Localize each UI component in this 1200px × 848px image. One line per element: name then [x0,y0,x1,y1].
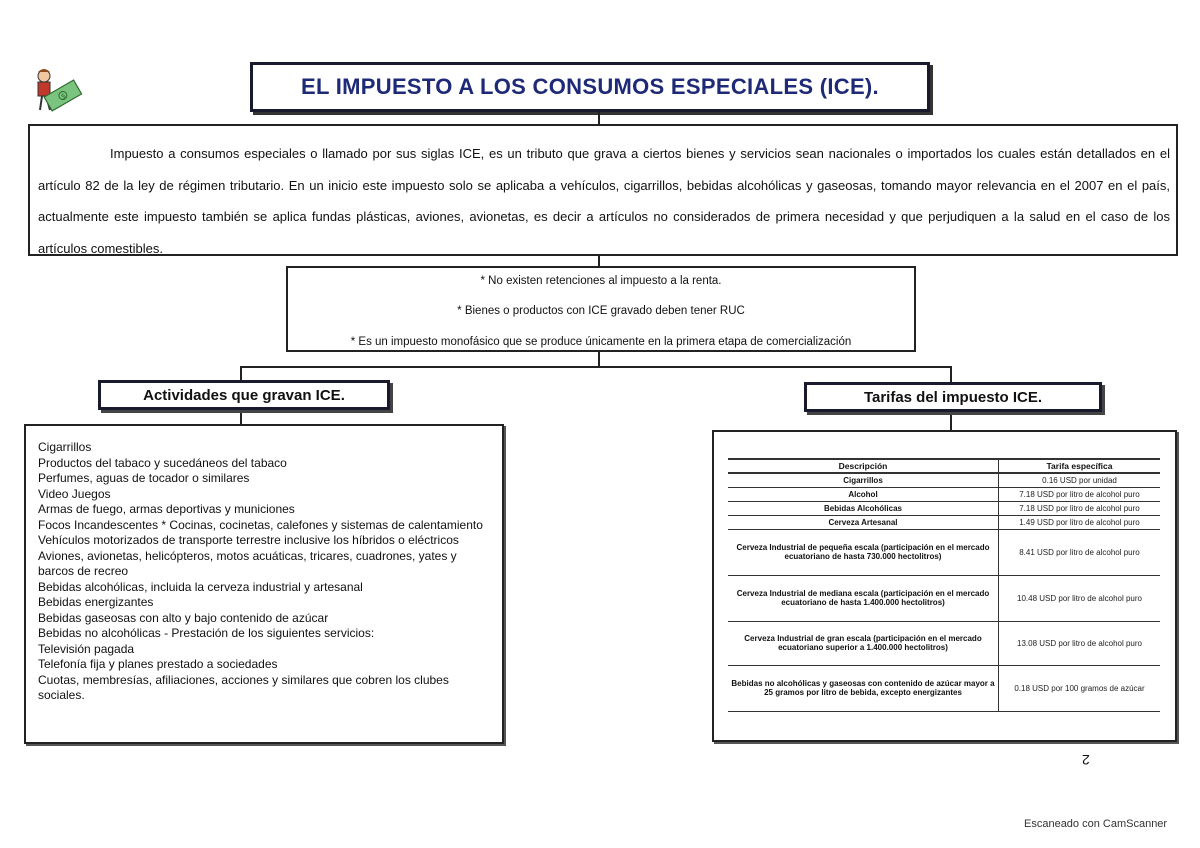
list-item: Cuotas, membresías, afiliaciones, acciones y similares que cobren los clubes sociales. [38,672,449,702]
rates-heading-box [804,382,1102,412]
intro-box [28,124,1178,256]
table-header-row [728,459,1160,473]
list-item: Perfumes, aguas de tocador o similares [38,471,250,485]
row-rate: 0.16 USD por unidad [999,473,1161,487]
table-row [728,487,1160,501]
title-box [250,62,930,112]
scanner-footer: Escaneado con CamScanner [1024,818,1168,830]
row-description: Cigarrillos [728,473,999,487]
row-rate: 13.08 USD por litro de alcohol puro [999,621,1161,665]
connector-line [240,366,242,380]
connector-line [598,112,600,124]
list-item: Bebidas no alcohólicas - Prestación de los siguientes servicios: [38,626,375,640]
row-description: Bebidas Alcohólicas [728,501,999,515]
row-rate: 7.18 USD por litro de alcohol puro [999,501,1161,515]
row-description: Cerveza Industrial de mediana escala (participación en el mercado ecuatoriano de hasta 1.400.000 hectolitros) [728,575,999,621]
table-row [728,621,1160,665]
rates-table [728,458,1160,712]
list-item: Cigarrillos [38,440,92,454]
svg-text:$: $ [59,91,68,101]
list-item: Vehículos motorizados de transporte terrestre inclusive los híbridos o eléctricos [38,533,459,547]
list-item: Armas de fuego, armas deportivas y municiones [38,502,295,516]
activities-heading-box [98,380,390,410]
intro-text: Impuesto a consumos especiales o llamado por sus siglas ICE, es un tributo que grava a ciertos bienes y servicios sean nacionales o importados los cuales están detallados en el artículo 82 de la ley de régimen tributario. En un inicio este impuesto solo se aplicaba a vehículos, cigarrillos, bebidas alcohólicas y gaseosas, tomando mayor relevancia en el 2007 en el país, actualmente este impuesto también se aplica fundas plásticas, aviones, avionetas, es decir a artículos no considerados de primera necesidad y que perjudiquen a la salud en el caso de los artículos comestibles. [38,146,1170,256]
list-item: Bebidas energizantes [38,595,154,609]
row-rate: 0.18 USD por 100 gramos de azúcar [999,665,1161,711]
column-header-description: Descripción [728,459,999,473]
list-item: Televisión pagada [38,641,135,656]
notes-box [286,266,916,352]
row-description: Cerveza Industrial de gran escala (participación en el mercado ecuatoriano superior a 1.400.000 hectolitros) [728,621,999,665]
note-item: * Bienes o productos con ICE gravado deben tener RUC [457,305,745,317]
row-description: Cerveza Industrial de pequeña escala (participación en el mercado ecuatoriano de hasta 730.000 hectolitros) [728,529,999,575]
activities-list [24,424,504,744]
connector-line [950,366,952,382]
connector-line [950,412,952,430]
connector-line [598,352,600,366]
table-row [728,665,1160,711]
page-title: EL IMPUESTO A LOS CONSUMOS ESPECIALES (ICE). [301,74,879,99]
list-item: Productos del tabaco y sucedáneos del tabaco [38,455,287,470]
list-item: Bebidas alcohólicas, incluida la cerveza industrial y artesanal [38,579,363,594]
row-rate: 1.49 USD por litro de alcohol puro [999,515,1161,529]
rates-box [712,430,1177,742]
list-item: Focos Incandescentes * Cocinas, cocinetas, calefones y sistemas de calentamiento [38,517,483,532]
money-person-icon [28,66,86,118]
row-description: Alcohol [728,487,999,501]
row-rate: 10.48 USD por litro de alcohol puro [999,575,1161,621]
table-row [728,575,1160,621]
row-description: Cerveza Artesanal [728,515,999,529]
page-number: 2 [1082,752,1090,768]
note-item: * No existen retenciones al impuesto a la renta. [480,275,722,287]
list-item: Bebidas gaseosas con alto y bajo contenido de azúcar [38,610,329,625]
list-item: Video Juegos [38,486,111,501]
table-row [728,529,1160,575]
list-item: Telefonía fija y planes prestado a sociedades [38,657,278,671]
table-row [728,473,1160,487]
list-item: Aviones, avionetas, helicópteros, motos acuáticas, tricares, cuadrones, yates y barcos de recreo [38,548,457,578]
row-description: Bebidas no alcohólicas y gaseosas con contenido de azúcar mayor a 25 gramos por litro de bebida, excepto energizantes [728,665,999,711]
table-row [728,501,1160,515]
connector-line [240,410,242,424]
column-header-rate: Tarifa específica [999,459,1161,473]
activities-heading: Actividades que gravan ICE. [143,386,345,404]
row-rate: 7.18 USD por litro de alcohol puro [999,487,1161,501]
table-row [728,515,1160,529]
connector-line [240,366,952,368]
row-rate: 8.41 USD por litro de alcohol puro [999,529,1161,575]
rates-heading: Tarifas del impuesto ICE. [863,388,1043,406]
note-item: * Es un impuesto monofásico que se produce únicamente en la primera etapa de comercialización [350,336,852,348]
